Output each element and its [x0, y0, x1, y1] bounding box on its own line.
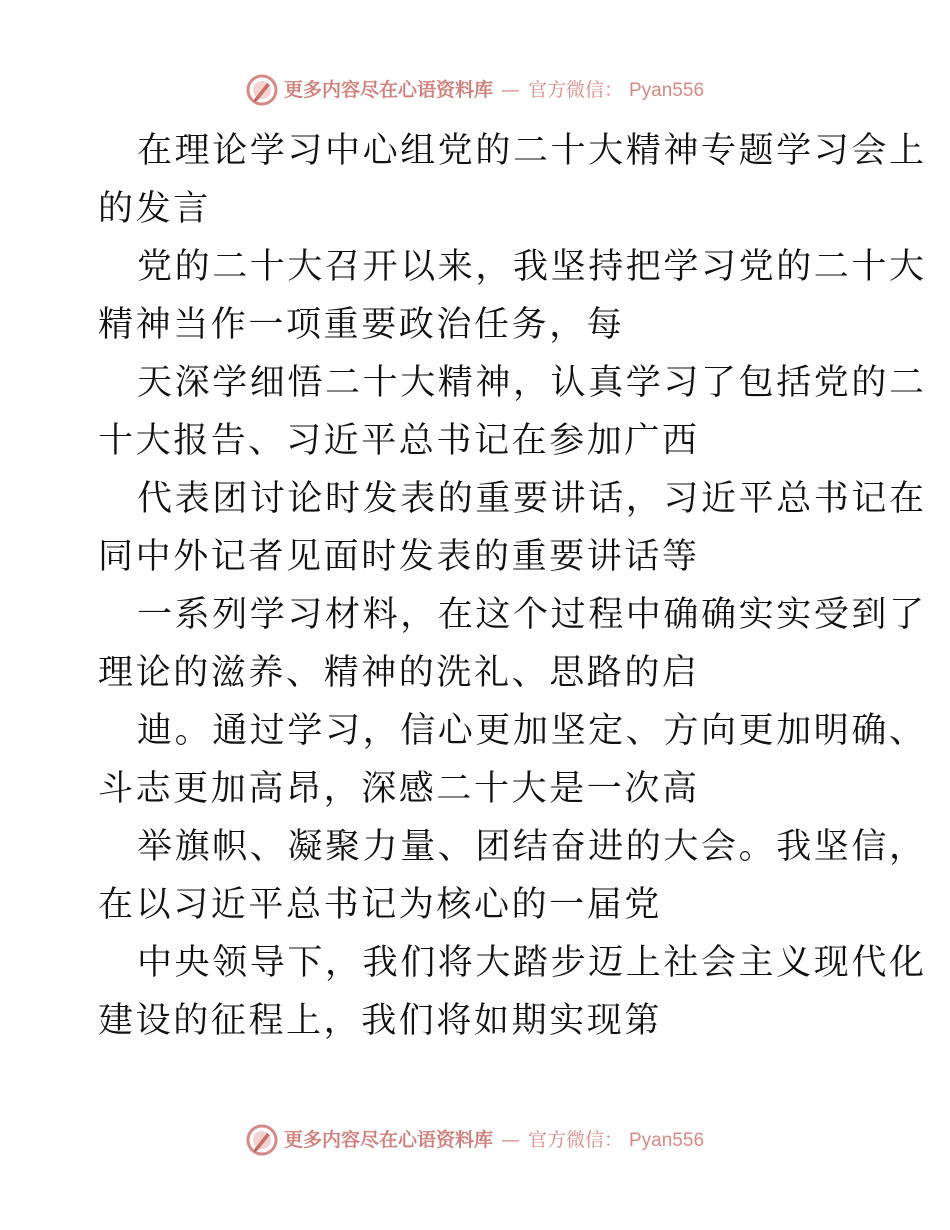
- watermark-brand: 更多内容尽在心语资料库: [283, 1128, 493, 1151]
- title-line-1: 在理论学习中心组党的二十大精神专题学习会上: [137, 131, 927, 171]
- watermark-official-label: 官方微信：: [527, 78, 623, 101]
- header-watermark: [0, 70, 950, 110]
- watermark-wechat-id: Pyan556: [629, 79, 705, 101]
- title-line-2: 的发言: [98, 189, 211, 229]
- body-line: 一系列学习材料，在这个过程中确确实实受到了: [137, 595, 927, 635]
- body-line: 迪。通过学习，信心更加坚定、方向更加明确、: [137, 711, 927, 751]
- watermark-brand: 更多内容尽在心语资料库: [283, 78, 493, 101]
- body-line: 天深学细悟二十大精神，认真学习了包括党的二: [137, 363, 927, 403]
- body-line: 斗志更加高昂，深感二十大是一次高: [98, 769, 700, 809]
- document-body: [98, 122, 927, 1050]
- pen-logo-icon: [246, 74, 278, 106]
- watermark-wechat-id: Pyan556: [629, 1129, 705, 1151]
- body-line: 中央领导下，我们将大踏步迈上社会主义现代化: [137, 943, 927, 983]
- watermark-dash: —: [500, 1128, 520, 1151]
- body-line: 举旗帜、凝聚力量、团结奋进的大会。我坚信，: [137, 827, 927, 867]
- body-line: 精神当作一项重要政治任务，每: [98, 305, 625, 345]
- body-line: 理论的滋养、精神的洗礼、思路的启: [98, 653, 700, 693]
- body-line: 建设的征程上，我们将如期实现第: [98, 1001, 663, 1041]
- watermark-official-label: 官方微信：: [527, 1128, 623, 1151]
- body-line: 在以习近平总书记为核心的一届党: [98, 885, 663, 925]
- pen-logo-icon: [246, 1124, 278, 1156]
- body-line: 党的二十大召开以来，我坚持把学习党的二十大: [137, 247, 927, 287]
- body-line: 同中外记者见面时发表的重要讲话等: [98, 537, 700, 577]
- body-line: 代表团讨论时发表的重要讲话，习近平总书记在: [137, 479, 927, 519]
- body-line: 十大报告、习近平总书记在参加广西: [98, 421, 700, 461]
- watermark-dash: —: [500, 78, 520, 101]
- footer-watermark: [0, 1120, 950, 1160]
